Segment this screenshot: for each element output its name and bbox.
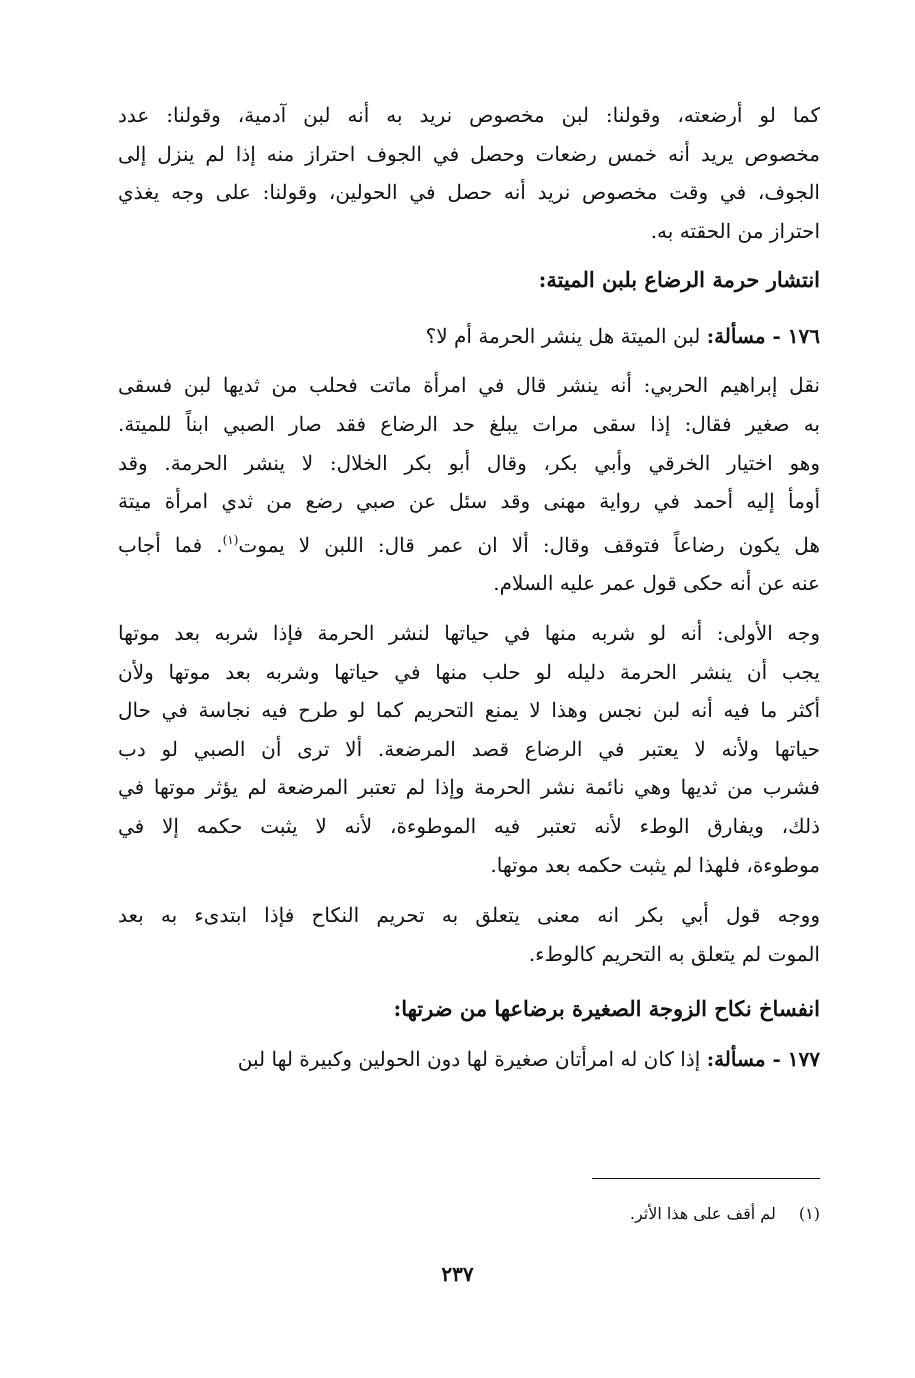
issue-176-label: ١٧٦ - مسألة:	[706, 324, 820, 349]
footnote-text: لم أقف على هذا الأثر.	[629, 1204, 776, 1223]
text-line: عنه عن أنه حكى قول عمر عليه السلام.	[493, 571, 820, 596]
footnote-number: (١)	[798, 1204, 820, 1223]
issue-177	[118, 1039, 820, 1079]
text-line: فشرب من ثديها وهي نائمة نشر الحرمة وإذا لم تعتبر المرضعة لم يؤثر موتها في	[118, 775, 820, 800]
text-line: احتراز من الحقته به.	[650, 218, 820, 243]
text-line: الجوف، في وقت مخصوص نريد أنه حصل في الحولين، وقولنا: على وجه يغذي	[118, 180, 820, 205]
text-line: نقل إبراهيم الحربي: أنه ينشر قال في امرأة ماتت فحلب من ثديها لبن فسقى	[118, 373, 820, 398]
footnote	[420, 1200, 820, 1228]
text-line: الموت لم يتعلق به التحريم كالوطء.	[528, 941, 820, 966]
text-line: وهو اختيار الخرقي وأبي بكر، وقال أبو بكر الخلال: لا ينشر الحرمة. وقد	[118, 450, 820, 475]
paragraph-definition	[118, 96, 820, 250]
text-line: حياتها ولأنه لا يعتبر في الرضاع قصد المرضعة. ألا ترى أن الصبي لو دب	[118, 736, 820, 761]
section-heading-dead-milk: انتشار حرمة الرضاع بلبن الميتة:	[538, 267, 820, 293]
page-number: ٢٣٧	[441, 1262, 474, 1286]
paragraph-first-view	[118, 614, 820, 884]
text-line: موطوءة، فلهذا لم يثبت حكمه بعد موتها.	[490, 852, 820, 877]
text-line: به صغير فقال: إذا سقى مرات يبلغ حد الرضاع فقد صار الصبي ابناً للميتة.	[118, 411, 820, 436]
text-line: ووجه قول أبي بكر انه معنى يتعلق به تحريم النكاح فإذا ابتدىء به بعد	[118, 903, 820, 928]
page-body	[118, 96, 820, 1079]
paragraph-abu-bakr-view	[118, 896, 820, 973]
section-heading-marriage-annulment: انفساخ نكاح الزوجة الصغيرة برضاعها من ضرتها:	[393, 996, 820, 1022]
text-line: أكثر ما فيه أنه لبن نجس وهذا لا يمنع التحريم كما لو طرح فيه نجاسة في حال	[118, 698, 820, 723]
text-line: وجه الأولى: أنه لو شربه منها في حياتها لنشر الحرمة فإذا شربه بعد موتها	[118, 620, 820, 645]
text-line: كما لو أرضعته، وقولنا: لبن مخصوص نريد به أنه لبن آدمية، وقولنا: عدد	[118, 103, 820, 127]
text-line: مخصوص يريد أنه خمس رضعات وحصل في الجوف احتراز منه إذا لم ينزل إلى	[118, 141, 820, 166]
issue-176-text: لبن الميتة هل ينشر الحرمة أم لا؟	[425, 324, 701, 349]
footnote-reference[interactable]: (١)	[222, 532, 239, 547]
text-line: ذلك، ويفارق الوطء لأنه تعتبر فيه الموطوءة، لأنه لا يثبت حكمه إلا في	[118, 813, 820, 838]
issue-176	[118, 316, 820, 356]
text-line: أومأ إليه أحمد في رواية مهنى وقد سئل عن صبي رضع من ثدي امرأة ميتة	[118, 489, 820, 514]
text-line: يجب أن ينشر الحرمة دليله لو حلب منها في حياتها وشربه بعد موتها ولأن	[118, 659, 820, 684]
paragraph-harbi-narration	[118, 366, 820, 603]
issue-177-text: إذا كان له امرأتان صغيرة لها دون الحولين وكبيرة لها لبن	[237, 1047, 701, 1072]
text-segment: . فما أجاب	[118, 532, 223, 557]
footnote-divider	[592, 1178, 820, 1179]
issue-177-label: ١٧٧ - مسألة:	[706, 1047, 820, 1072]
text-segment: هل يكون رضاعاً فتوقف وقال: ألا ان عمر قال: اللبن لا يموت	[238, 532, 820, 557]
text-line	[118, 521, 820, 565]
